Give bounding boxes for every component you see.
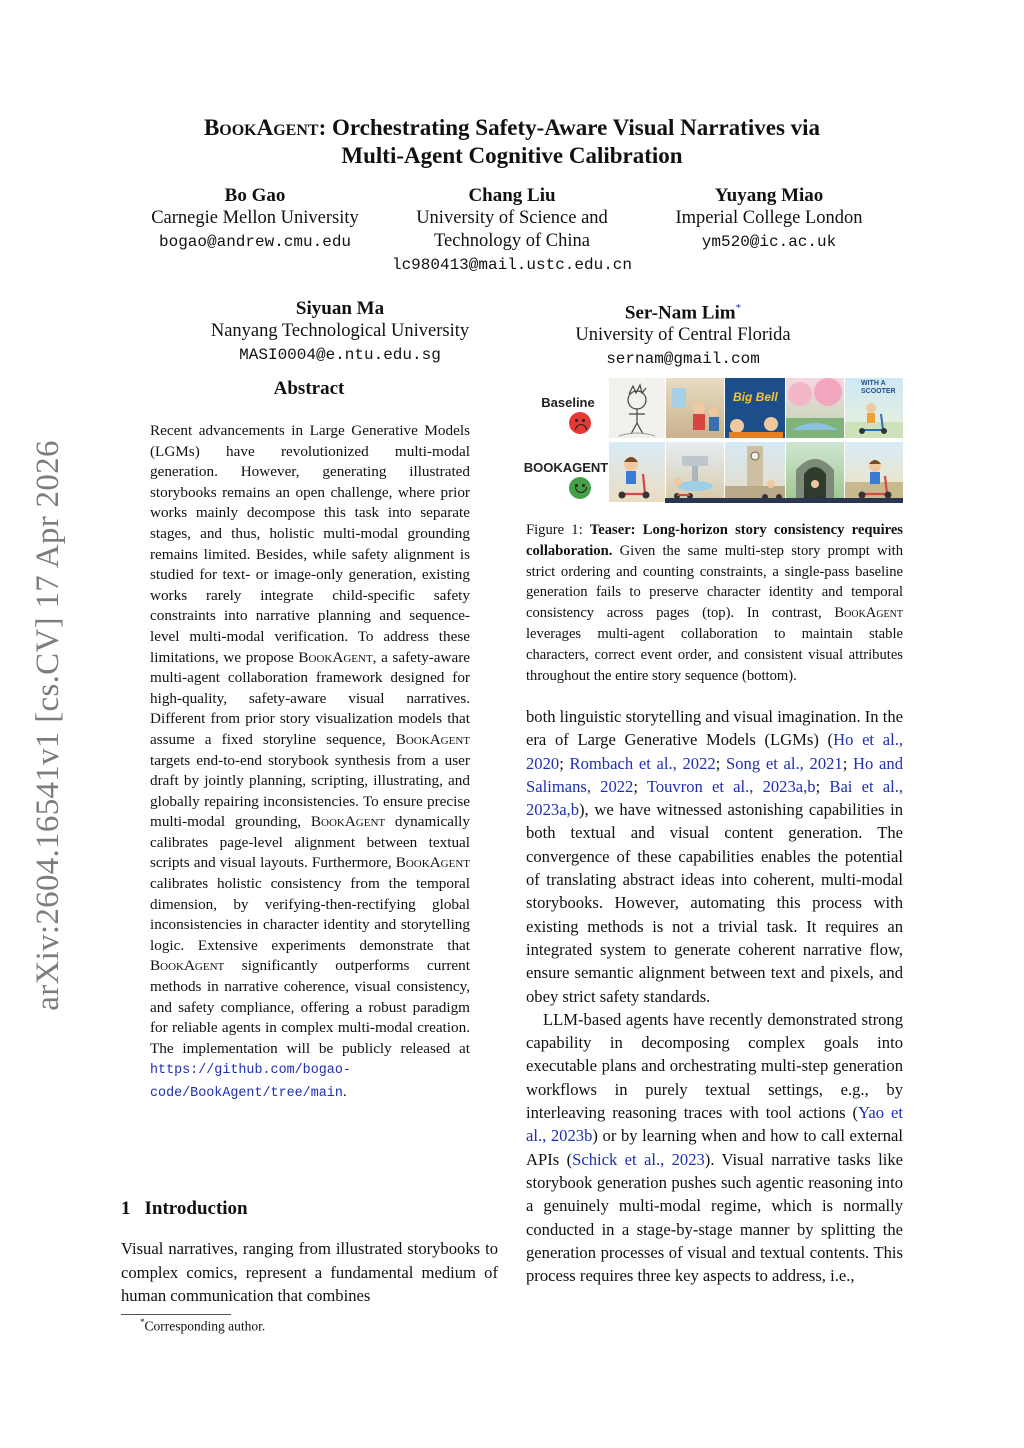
body-text: LLM-based agents have recently demonstrated strong capability in decomposing complex goals into executable plans and orchestrating multi-step generation workflows in purely textual settings, e.g., by interleaving reasoning traces with tool actions ( [526, 1009, 903, 1123]
caption-text: leverages multi-agent collaboration to maintain stable characters, correct event order, and consistent visual attributes throughout the entire story sequence (bottom). [526, 625, 903, 684]
body-text: ) or by learning when and how to call external APIs ( [526, 1126, 903, 1169]
citation-link[interactable]: Ho and Salimans, 2022 [526, 753, 903, 796]
author-block-5 [540, 297, 826, 371]
intro-paragraph-cont [526, 705, 903, 1008]
happy-face-icon [569, 477, 591, 499]
citation-link[interactable]: Rombach et al., 2022 [569, 753, 716, 773]
section-heading [121, 1198, 248, 1220]
footnote-text: Corresponding author. [144, 1318, 266, 1334]
citation-link[interactable]: Yao et al., 2023b [526, 1103, 904, 1146]
intro-continued [526, 705, 903, 1287]
citation-link[interactable]: Ho et al., 2020 [526, 730, 904, 773]
abstract-text: calibrates holistic consistency from the temporal dimension, by verifying-then-rectifying global inconsistencies in character identity and storytelling logic. Extensive experiments demonstrate that [150, 875, 470, 954]
body-text: ; [842, 753, 854, 773]
author-name: Siyuan Ma [295, 298, 385, 319]
body-text: ). Visual narrative tasks like storybook generation pushes such agentic reasoning into a genuinely multi-modal regime, which is normally conducted in a stage-by-stage manner by splitting the generation processes of visual and textual contents. This process requires three key aspects to address, i.e., [526, 1149, 903, 1286]
author-block-2 [380, 184, 644, 277]
brand-name: BookAgent [310, 813, 386, 831]
body-text: ; [559, 753, 570, 773]
abstract-text: dynamically calibrates page-level alignment between textual scripts and visual layouts. Furthermore, [150, 813, 470, 872]
author-block-4 [190, 297, 490, 367]
author-affiliation: Imperial College London [675, 208, 863, 228]
bookagent-label: BOOKAGENT [523, 460, 609, 475]
author-name: Ser-Nam Lim [624, 302, 736, 324]
body-text: ), we have witnessed astonishing capabilities in both textual and visual content generation. The convergence of these capabilities enables the potential of translating abstract ideas into coherent, multi-modal storybooks. However, automating this process with existing methods is not a trivial task. It requires an integrated system to generate coherent narrative flow, ensure semantic alignment between text and pixels, and obey strict safety standards. [526, 800, 903, 1006]
baseline-row [525, 378, 903, 438]
title-brand: BookAgent [203, 115, 319, 140]
author-affiliation-line-1: University of Science and [416, 208, 608, 228]
bookagent-panel-1 [609, 442, 665, 502]
author-block-1 [130, 184, 380, 254]
paper-title [120, 114, 904, 170]
code-repository-link[interactable]: https://github.com/bogao-code/BookAgent/tree/main [150, 1063, 351, 1101]
caption-text: Given the same multi-step story prompt with strict ordering and counting constraints, a single-pass baseline generation fails to preserve character identity and temporal consistency across pages (top). In contrast, [526, 542, 903, 622]
baseline-panel-garden [786, 378, 844, 438]
arxiv-identifier-text: arXiv:2604.16541v1 [cs.CV] 17 Apr 2026 [29, 439, 66, 1011]
author-email[interactable]: bogao@andrew.cmu.edu [158, 233, 352, 251]
teaser-figure [525, 378, 903, 503]
brand-name: BookAgent [395, 730, 470, 748]
author-email[interactable]: MASI0004@e.ntu.edu.sg [239, 346, 441, 364]
bookagent-panel-4 [786, 442, 844, 502]
title-line-1-text: : Orchestrating Safety-Aware Visual Narratives via [318, 115, 821, 140]
author-affiliation-line-2: Technology of China [434, 231, 590, 251]
arxiv-identifier [18, 425, 78, 1025]
scooter-cover-text: WITH A SCOOTER [861, 380, 896, 395]
footnote [140, 1317, 265, 1335]
author-name: Yuyang Miao [714, 185, 824, 206]
abstract-text: targets end-to-end storybook synthesis from a user draft by jointly planning, scripting, illustrating, and globally repairing inconsistencies. To ensure precise multi-modal grounding, [150, 751, 470, 831]
teaser-bottom-border [665, 498, 903, 503]
bookagent-panel-3 [725, 442, 785, 502]
abstract-text: significantly outperforms current methods in narrative coherence, visual consistency, and safety compliance, offering a robust paradigm for reliable agents in complex multi-modal creation. The implementation will be publicly released at [150, 957, 470, 1057]
baseline-panel-sketch [609, 378, 665, 438]
body-text: ; [815, 776, 830, 796]
author-name: Chang Liu [468, 185, 556, 206]
citation-link[interactable]: Song et al., 2021 [726, 753, 843, 773]
brand-name: BookAgent [298, 648, 373, 666]
baseline-label: Baseline [541, 395, 595, 410]
corresponding-author-marker[interactable]: * [735, 302, 742, 314]
caption-bold: Teaser: Long-horizon story consistency requires collaboration. [526, 522, 903, 559]
author-email[interactable]: lc980413@mail.ustc.edu.cn [391, 256, 633, 274]
section-number: 1 [121, 1198, 131, 1219]
bookagent-panel-5 [845, 442, 903, 502]
brand-name: BookAgent [395, 854, 470, 872]
sad-face-icon [569, 412, 591, 434]
baseline-panel-room [666, 378, 724, 438]
author-affiliation: University of Central Florida [575, 325, 791, 346]
author-name: Bo Gao [224, 185, 286, 206]
bookagent-panel-2 [666, 442, 724, 502]
abstract-body [150, 421, 470, 1105]
brand-name: BookAgent [150, 957, 225, 975]
body-text: ; [633, 776, 647, 796]
citation-link[interactable]: Schick et al., 2023 [572, 1149, 705, 1169]
author-affiliation: Carnegie Mellon University [151, 208, 359, 228]
section-title: Introduction [144, 1198, 248, 1219]
abstract-text: Recent advancements in Large Generative Models (LGMs) have revolutionized multi-modal generation. However, generating illustrated storybooks remains an open challenge, where prior works mainly decompose this task into separate stages, and thus, holistic multi-modal grounding remains limited. Besides, while safety alignment is studied for text- or image-only generation, existing works rarely integrate child-specific safety constraints into narrative planning and sequence-level multi-modal verification. To address these limitations, we propose [150, 422, 470, 666]
baseline-panel-scooter [845, 378, 903, 438]
abstract-text: , a safety-aware multi-agent collaboration framework designed for high-quality, safety-aware visual narratives. Different from prior story visualization models that assume a fixed storyline sequence, [150, 648, 471, 748]
baseline-panel-book-cover [725, 378, 785, 438]
author-email[interactable]: sernam@gmail.com [606, 350, 760, 369]
footnote-marker: * [140, 1317, 145, 1327]
citation-link[interactable]: Touvron et al., 2023a,b [646, 776, 816, 796]
author-email[interactable]: ym520@ic.ac.uk [701, 233, 837, 251]
figure-caption [526, 520, 903, 686]
figure-label: Figure 1: [526, 522, 590, 538]
book-cover-text: Big Bell [733, 390, 778, 404]
body-text: both linguistic storytelling and visual imagination. In the era of Large Generative Models (LGMs) ( [526, 707, 903, 750]
abstract-heading: Abstract [273, 378, 345, 399]
bookagent-row [525, 442, 903, 502]
body-text: ; [715, 753, 727, 773]
intro-paragraph-2 [526, 1008, 903, 1288]
brand-name: BookAgent [834, 605, 903, 622]
footnote-divider [121, 1314, 231, 1315]
title-line-2: Multi-Agent Cognitive Calibration [341, 143, 683, 168]
author-block-3 [644, 184, 894, 254]
title-line-1 [120, 114, 904, 142]
citation-link[interactable]: Bai et al., 2023a,b [526, 776, 904, 820]
intro-paragraph: Visual narratives, ranging from illustrated storybooks to complex comics, represent a fundamental medium of human communication that combines [121, 1239, 498, 1305]
abstract-text: . [342, 1083, 347, 1100]
author-name-with-marker [540, 297, 826, 324]
author-affiliation: Nanyang Technological University [210, 321, 470, 341]
